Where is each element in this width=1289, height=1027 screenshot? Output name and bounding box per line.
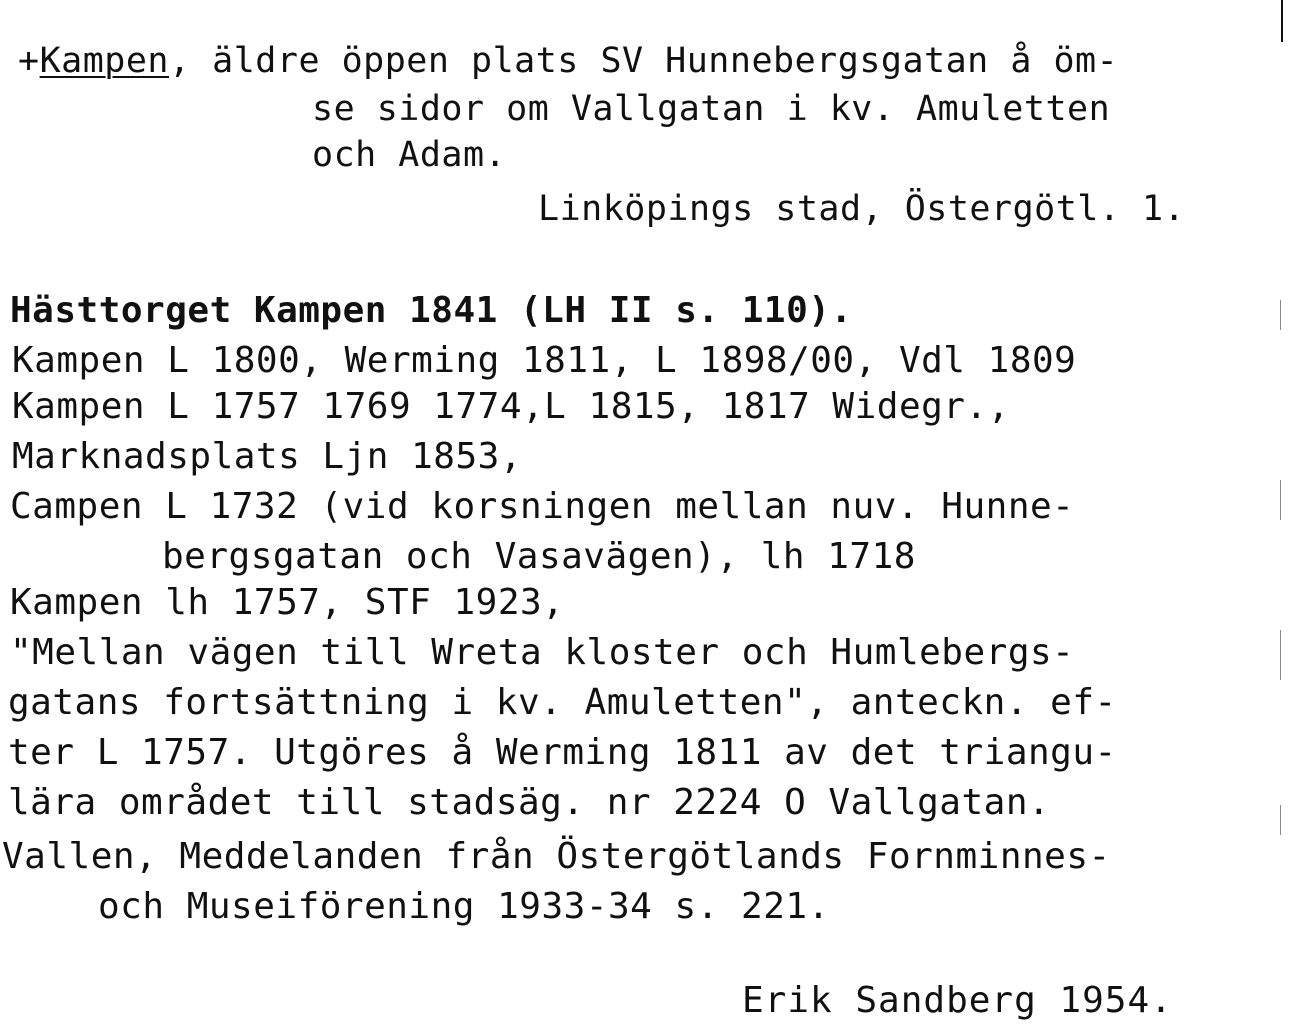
body-line: Kampen L 1800, Werming 1811, L 1898/00, Vdl 1809 xyxy=(12,340,1077,381)
header-line-2: se sidor om Vallgatan i kv. Amuletten xyxy=(312,89,1111,129)
location-line: Linköpings stad, Östergötl. 1. xyxy=(538,189,1186,229)
margin-tick xyxy=(1280,480,1281,520)
header-line-1-text: , äldre öppen plats SV Hunnebergsgatan å öm- xyxy=(169,41,1119,81)
body-line: gatans fortsättning i kv. Amuletten", anteckn. ef- xyxy=(8,682,1117,723)
body-line: "Mellan vägen till Wreta kloster och Humlebergs- xyxy=(10,632,1075,673)
margin-tick xyxy=(1280,805,1281,835)
margin-tick xyxy=(1280,300,1281,330)
entry-keyword: Kampen xyxy=(39,41,170,81)
body-line: ter L 1757. Utgöres å Werming 1811 av det triangu- xyxy=(8,732,1117,773)
margin-tick xyxy=(1280,630,1281,680)
dagger-mark: + xyxy=(18,41,40,81)
body-line: Vallen, Meddelanden från Östergötlands Fornminnes- xyxy=(2,836,1111,877)
signature: Erik Sandberg 1954. xyxy=(742,980,1173,1021)
card-edge-mark xyxy=(1281,0,1283,42)
header-line-1 xyxy=(18,38,1118,84)
body-line: bergsgatan och Vasavägen), lh 1718 xyxy=(162,536,916,577)
body-line: Marknadsplats Ljn 1853, xyxy=(12,436,522,477)
body-line: Campen L 1732 (vid korsningen mellan nuv. Hunne- xyxy=(10,486,1075,527)
body-line: och Museiförening 1933-34 s. 221. xyxy=(98,886,830,927)
body-title: Hästtorget Kampen 1841 (LH II s. 110). xyxy=(10,290,853,331)
body-line: Kampen lh 1757, STF 1923, xyxy=(10,582,565,623)
header-line-3: och Adam. xyxy=(312,135,507,175)
body-line: Kampen L 1757 1769 1774,L 1815, 1817 Widegr., xyxy=(12,386,1010,427)
body-line: lära området till stadsäg. nr 2224 O Vallgatan. xyxy=(8,782,1051,823)
